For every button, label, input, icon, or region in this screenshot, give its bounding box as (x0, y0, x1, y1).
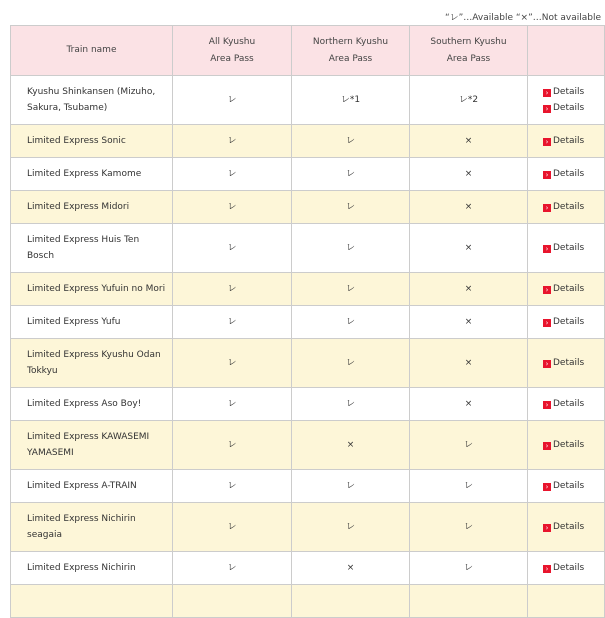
table-header-row (11, 26, 605, 76)
northern-kyushu-availability: レ (292, 191, 410, 224)
empty-cell (410, 585, 528, 618)
northern-kyushu-availability: レ (292, 306, 410, 339)
arrow-right-icon: › (543, 286, 551, 294)
southern-kyushu-availability: レ (410, 470, 528, 503)
northern-kyushu-availability: レ (292, 388, 410, 421)
arrow-right-icon: › (543, 360, 551, 368)
details-link[interactable] (528, 100, 604, 116)
all-kyushu-availability: レ (173, 158, 292, 191)
southern-kyushu-availability: レ (410, 503, 528, 552)
southern-kyushu-availability: レ*2 (410, 76, 528, 125)
details-label: Details (553, 169, 585, 179)
northern-kyushu-availability: レ (292, 470, 410, 503)
arrow-right-icon: › (543, 524, 551, 532)
arrow-right-icon: › (543, 401, 551, 409)
southern-kyushu-availability: × (410, 306, 528, 339)
availability-legend: “レ”…Available “×”…Not available (444, 13, 601, 23)
train-name-cell: Limited Express KAWASEMI YAMASEMI (11, 421, 173, 470)
details-label: Details (553, 399, 585, 409)
details-cell (528, 306, 605, 339)
all-kyushu-availability: レ (173, 552, 292, 585)
southern-kyushu-availability: × (410, 224, 528, 273)
southern-kyushu-availability: レ (410, 552, 528, 585)
northern-kyushu-availability: レ (292, 503, 410, 552)
table-row (11, 388, 605, 421)
details-cell (528, 421, 605, 470)
empty-cell (11, 585, 173, 618)
train-name-cell: Limited Express Yufu (11, 306, 173, 339)
header-train-name: Train name (11, 26, 173, 76)
all-kyushu-availability: レ (173, 421, 292, 470)
details-cell (528, 388, 605, 421)
train-name-cell: Kyushu Shinkansen (Mizuho, Sakura, Tsubame) (11, 76, 173, 125)
details-label: Details (553, 358, 585, 368)
train-name-cell: Limited Express Kamome (11, 158, 173, 191)
northern-kyushu-availability: × (292, 552, 410, 585)
header-all-kyushu-pass: All Kyushu Area Pass (173, 26, 292, 76)
all-kyushu-availability: レ (173, 339, 292, 388)
details-cell (528, 470, 605, 503)
northern-kyushu-availability: レ (292, 125, 410, 158)
details-link[interactable] (528, 281, 604, 297)
arrow-right-icon: › (543, 138, 551, 146)
southern-kyushu-availability: × (410, 388, 528, 421)
arrow-right-icon: › (543, 204, 551, 212)
details-link[interactable] (528, 199, 604, 215)
train-name-cell: Limited Express Aso Boy! (11, 388, 173, 421)
details-link[interactable] (528, 240, 604, 256)
table-row (11, 76, 605, 125)
all-kyushu-availability: レ (173, 125, 292, 158)
details-cell (528, 273, 605, 306)
details-label: Details (553, 87, 585, 97)
train-name-cell: Limited Express Sonic (11, 125, 173, 158)
all-kyushu-availability: レ (173, 273, 292, 306)
details-label: Details (553, 202, 585, 212)
details-cell (528, 339, 605, 388)
all-kyushu-availability: レ (173, 388, 292, 421)
table-row (11, 585, 605, 618)
southern-kyushu-availability: レ (410, 421, 528, 470)
details-cell (528, 503, 605, 552)
header-northern-kyushu-pass: Northern Kyushu Area Pass (292, 26, 410, 76)
table-row (11, 125, 605, 158)
details-link[interactable] (528, 166, 604, 182)
train-name-cell: Limited Express Kyushu Odan Tokkyu (11, 339, 173, 388)
table-row (11, 470, 605, 503)
northern-kyushu-availability: レ (292, 224, 410, 273)
arrow-right-icon: › (543, 105, 551, 113)
details-link[interactable] (528, 437, 604, 453)
details-link[interactable] (528, 355, 604, 371)
details-label: Details (553, 284, 585, 294)
details-label: Details (553, 440, 585, 450)
train-pass-table (10, 25, 605, 618)
details-label: Details (553, 243, 585, 253)
all-kyushu-availability: レ (173, 503, 292, 552)
southern-kyushu-availability: × (410, 125, 528, 158)
all-kyushu-availability: レ (173, 470, 292, 503)
table-row (11, 421, 605, 470)
northern-kyushu-availability: レ (292, 339, 410, 388)
details-label: Details (553, 103, 585, 113)
empty-cell (528, 585, 605, 618)
arrow-right-icon: › (543, 442, 551, 450)
details-link[interactable] (528, 478, 604, 494)
table-row (11, 224, 605, 273)
details-link[interactable] (528, 519, 604, 535)
details-cell (528, 191, 605, 224)
table-row (11, 339, 605, 388)
table-row (11, 306, 605, 339)
details-label: Details (553, 317, 585, 327)
details-cell (528, 158, 605, 191)
train-name-cell: Limited Express Yufuin no Mori (11, 273, 173, 306)
details-label: Details (553, 563, 585, 573)
train-name-cell: Limited Express Nichirin (11, 552, 173, 585)
details-link[interactable] (528, 396, 604, 412)
northern-kyushu-availability: レ (292, 158, 410, 191)
table-row (11, 158, 605, 191)
southern-kyushu-availability: × (410, 339, 528, 388)
northern-kyushu-availability: レ*1 (292, 76, 410, 125)
empty-cell (173, 585, 292, 618)
details-cell (528, 552, 605, 585)
southern-kyushu-availability: × (410, 273, 528, 306)
arrow-right-icon: › (543, 319, 551, 327)
details-link[interactable] (528, 560, 604, 576)
details-label: Details (553, 481, 585, 491)
northern-kyushu-availability: レ (292, 273, 410, 306)
train-name-cell: Limited Express A-TRAIN (11, 470, 173, 503)
table-row (11, 273, 605, 306)
header-details (528, 26, 605, 76)
details-label: Details (553, 136, 585, 146)
details-cell (528, 224, 605, 273)
empty-cell (292, 585, 410, 618)
all-kyushu-availability: レ (173, 76, 292, 125)
all-kyushu-availability: レ (173, 191, 292, 224)
details-link[interactable] (528, 84, 604, 100)
details-link[interactable] (528, 133, 604, 149)
all-kyushu-availability: レ (173, 306, 292, 339)
details-cell (528, 125, 605, 158)
arrow-right-icon: › (543, 245, 551, 253)
arrow-right-icon: › (543, 483, 551, 491)
train-name-cell: Limited Express Huis Ten Bosch (11, 224, 173, 273)
table-row (11, 503, 605, 552)
northern-kyushu-availability: × (292, 421, 410, 470)
arrow-right-icon: › (543, 565, 551, 573)
arrow-right-icon: › (543, 89, 551, 97)
table-row (11, 191, 605, 224)
header-southern-kyushu-pass: Southern Kyushu Area Pass (410, 26, 528, 76)
details-cell (528, 76, 605, 125)
southern-kyushu-availability: × (410, 191, 528, 224)
details-link[interactable] (528, 314, 604, 330)
all-kyushu-availability: レ (173, 224, 292, 273)
details-label: Details (553, 522, 585, 532)
arrow-right-icon: › (543, 171, 551, 179)
train-name-cell: Limited Express Nichirin seagaia (11, 503, 173, 552)
table-row (11, 552, 605, 585)
southern-kyushu-availability: × (410, 158, 528, 191)
train-name-cell: Limited Express Midori (11, 191, 173, 224)
